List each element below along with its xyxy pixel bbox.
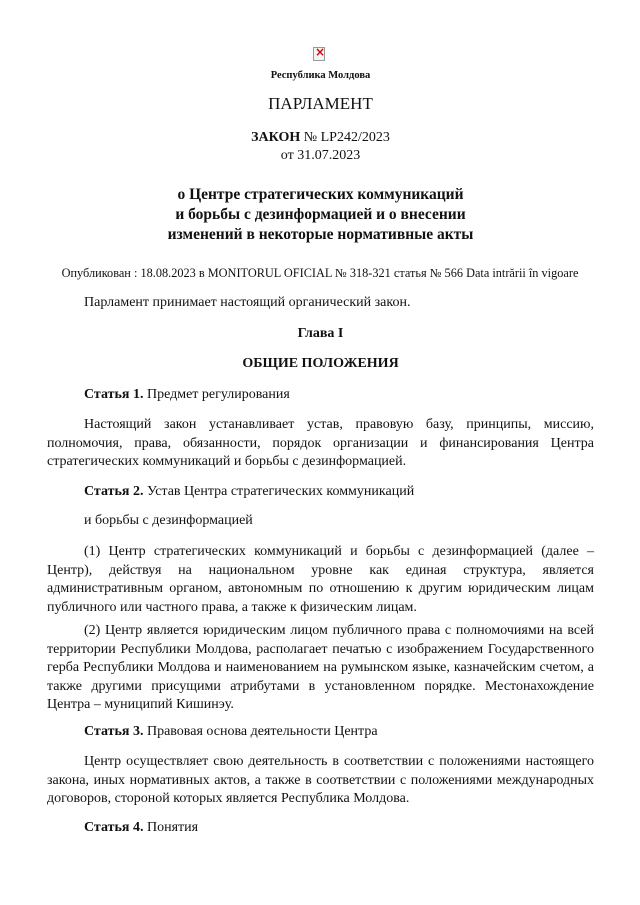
- article-title: Устав Центра стратегических коммуникаций: [146, 484, 415, 499]
- article-title: Правовая основа деятельности Центра: [146, 724, 378, 739]
- article-2-heading-cont: и борьбы с дезинформацией: [84, 513, 253, 528]
- law-title: [47, 185, 594, 245]
- law-date: от 31.07.2023: [280, 148, 361, 163]
- country-name: Республика Молдова: [270, 70, 371, 81]
- law-number: [47, 129, 594, 148]
- issuing-body: ПАРЛАМЕНТ: [268, 94, 373, 113]
- title-line: о Центре стратегических коммуникаций: [177, 186, 464, 203]
- article-4-heading: [47, 819, 594, 838]
- article-2-paragraph-2: (2) Центр является юридическим лицом публичного права с полномочиями на всей территории Республики Молдова, располагает печатью с изображением Государственного герба Республики Молдова и наименованием на румынском языке, казначейским счетом, а также другими присущими атрибутами в установленном порядке. Местонахождение Центра – муниципий Кишинэу.: [47, 623, 594, 712]
- title-line: и борьбы с дезинформацией и о внесении: [175, 206, 466, 223]
- article-title: Предмет регулирования: [146, 387, 290, 402]
- chapter-label: Глава I: [297, 326, 344, 341]
- article-2-paragraph-1: (1) Центр стратегических коммуникаций и борьбы с дезинформацией (далее – Центр), действуя на национальном уровне как единая структура, является административным органом, автономным по отношению к другим юридическим лицам публичного или частного права, а также к физическим лицам.: [47, 544, 594, 615]
- article-label: Статья 1.: [84, 387, 144, 402]
- article-title: Понятия: [146, 820, 199, 835]
- article-label: Статья 3.: [84, 724, 144, 739]
- title-line: изменений в некоторые нормативные акты: [167, 226, 474, 243]
- law-number-value: № LP242/2023: [303, 130, 390, 145]
- article-1-heading: [47, 386, 594, 405]
- law-label: ЗАКОН: [251, 130, 301, 145]
- chapter-title: ОБЩИЕ ПОЛОЖЕНИЯ: [242, 356, 399, 371]
- article-1-paragraph: Настоящий закон устанавливает устав, правовую базу, принципы, миссию, полномочия, права, обязанности, порядок организации и финансирования Центра стратегических коммуникаций и борьбы с дезинформацией.: [47, 417, 594, 469]
- article-2-heading: [47, 483, 594, 502]
- publication-info: Опубликован : 18.08.2023 в MONITORUL OFICIAL № 318-321 статья № 566 Data intrării în vigoare: [61, 266, 579, 280]
- article-label: Статья 4.: [84, 820, 144, 835]
- intro-text: Парламент принимает настоящий органический закон.: [84, 295, 411, 310]
- article-label: Статья 2.: [84, 484, 144, 499]
- article-3-paragraph: Центр осуществляет свою деятельность в соответствии с положениями настоящего закона, иных нормативных актов, а также в соответствии с положениями международных договоров, стороной которых является Республика Молдова.: [47, 754, 594, 806]
- article-3-heading: [47, 723, 594, 742]
- coat-of-arms-broken-image-icon: [313, 47, 325, 61]
